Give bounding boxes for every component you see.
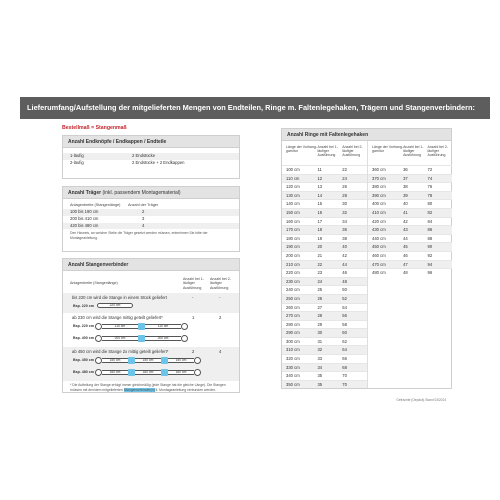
ringe-count-1: 16: [317, 209, 323, 215]
ringe-length: 400 cm: [372, 201, 386, 207]
traeger-box: [62, 186, 240, 252]
table-row: [282, 277, 367, 286]
table-row: [368, 268, 452, 277]
order-size-note: Bestellmaß = Stangenmaß: [62, 125, 127, 131]
ringe-count-2: 82: [427, 209, 433, 215]
ringe-count-1: 14: [317, 192, 323, 198]
ringe-count-1: 44: [403, 235, 408, 241]
ringe-count-2: 80: [427, 201, 433, 207]
stangen-count-2: 2: [219, 315, 222, 320]
ringe-length: 370 cm: [372, 175, 386, 181]
stangen-count-2: 4: [219, 349, 222, 354]
ringe-count-1: 30: [317, 330, 323, 336]
table-row: [282, 174, 367, 183]
rod-segment: [168, 370, 194, 375]
rod-length: 160 cm: [175, 370, 187, 374]
traeger-count: 3: [142, 215, 145, 221]
ringe-length: 300 cm: [286, 338, 300, 344]
ringe-count-2: 76: [427, 184, 433, 190]
ringe-count-1: 46: [403, 252, 408, 258]
column-header: Anlagenbreite (Stangenlänge): [70, 203, 121, 207]
table-row: [282, 208, 367, 217]
table-row: [368, 260, 452, 269]
ringe-count-1: 39: [403, 192, 408, 198]
rod-illustration: [97, 303, 133, 308]
table-row: [368, 234, 452, 243]
ringe-length: 320 cm: [286, 356, 300, 362]
stangen-row-text: bis 220 cm wird die Stange in einem Stück geliefert: [72, 295, 167, 300]
ringe-length: 440 cm: [372, 235, 386, 241]
ringe-count-1: 47: [403, 261, 408, 267]
traeger-header: [63, 199, 239, 209]
ringe-count-1: 35: [317, 381, 323, 387]
ringe-count-2: 52: [342, 295, 347, 301]
table-row: [368, 217, 452, 226]
connector-icon: [128, 357, 135, 364]
column-header: Länge der Vorhang-garnitur: [372, 145, 403, 154]
column-header: Anzahl der Träger: [128, 203, 159, 207]
ringe-count-1: 38: [403, 184, 408, 190]
ringe-count-2: 74: [427, 175, 433, 181]
ringe-count-1: 31: [317, 338, 323, 344]
footer-note: Gefrachte (Gepäck) Stand 03/2024: [396, 398, 446, 402]
ringe-length: 210 cm: [286, 261, 300, 267]
traeger-range: 100 bis 190 cm: [70, 209, 99, 214]
ringe-count-2: 92: [427, 252, 433, 258]
table-row: [282, 217, 367, 226]
ringe-count-1: 19: [317, 235, 323, 241]
end-cap-icon: [95, 335, 102, 342]
endknoepfe-label: 2-läufig: [70, 159, 84, 165]
rod-segment: [168, 358, 194, 363]
ringe-length: 450 cm: [372, 244, 386, 250]
ringe-table: [281, 128, 452, 389]
table-row: [282, 242, 367, 251]
ringe-count-1: 36: [403, 167, 408, 172]
ringe-count-1: 18: [317, 227, 323, 233]
ringe-length: 120 cm: [286, 184, 300, 190]
ringe-length: 140 cm: [286, 201, 300, 207]
connector-icon: [128, 369, 135, 376]
endknoepfe-title: Anzahl Endknöpfe / Endkappen / Endteile: [68, 139, 167, 145]
table-row: [282, 225, 367, 234]
table-row: [282, 328, 367, 337]
rod-segment: [102, 324, 138, 329]
traeger-count: 2: [142, 209, 145, 214]
ringe-length: 470 cm: [372, 261, 386, 267]
stangen-row-text: ab 450 cm wird die Stange 2x mittig geteilt geliefert*: [72, 349, 169, 354]
ringe-title: Anzahl Ringe mit Faltenlegehaken: [282, 129, 451, 141]
end-cap-icon: [95, 369, 102, 376]
ringe-count-1: 48: [403, 270, 408, 276]
table-row: [63, 153, 239, 160]
table-row: [63, 216, 239, 223]
column-header: Anlagenbreite (Stangenlänge): [70, 281, 118, 285]
ringe-count-1: 12: [317, 175, 323, 181]
stangen-count-2: -: [219, 295, 221, 300]
page-title: Lieferumfang/Aufstellung der mitgelieferten Mengen von Endteilen, Ringe m. Faltenlegehaken, Trägern und Stangenverbindern:: [20, 97, 490, 119]
ringe-count-1: 25: [317, 287, 323, 293]
ringe-length: 270 cm: [286, 313, 300, 319]
column-header: Länge der Vorhang-garnitur: [286, 145, 317, 154]
ringe-count-1: 43: [403, 227, 408, 233]
ringe-count-2: 36: [342, 227, 347, 233]
ringe-length: 380 cm: [372, 184, 386, 190]
ringe-count-2: 58: [342, 321, 347, 327]
rod-segment: [145, 336, 181, 341]
connector-icon: [161, 369, 168, 376]
table-row: [63, 223, 239, 230]
ringe-header: [368, 141, 452, 165]
ringe-count-2: 32: [342, 209, 347, 215]
table-row: [368, 182, 452, 191]
ringe-count-2: 28: [342, 192, 347, 198]
rod-length: 160 cm: [142, 370, 154, 374]
rod-segment: [145, 324, 181, 329]
rod-length: 110 cm: [114, 324, 126, 328]
table-row: [63, 313, 239, 347]
rod-segment: [135, 370, 161, 375]
ringe-count-1: 35: [317, 373, 323, 379]
connector-icon: [138, 323, 145, 330]
table-row: [282, 354, 367, 363]
ringe-count-2: 72: [427, 167, 433, 172]
ringe-count-1: 17: [317, 218, 323, 224]
ringe-count-2: 68: [342, 364, 347, 370]
ringe-length: 100 cm: [286, 167, 300, 172]
ringe-length: 330 cm: [286, 364, 300, 370]
ringe-length: 290 cm: [286, 330, 300, 336]
stangen-count-1: 1: [192, 315, 195, 320]
ringe-count-2: 96: [427, 270, 433, 276]
stangen-count-1: 2: [192, 349, 195, 354]
ringe-length: 130 cm: [286, 192, 300, 198]
rod-length: 200 cm: [157, 336, 169, 340]
table-row: [282, 268, 367, 277]
ringe-count-2: 86: [427, 227, 433, 233]
ringe-length: 240 cm: [286, 287, 300, 293]
table-row: [63, 293, 239, 313]
ringe-count-2: 94: [427, 261, 433, 267]
traeger-range: 200 bis 410 cm: [70, 215, 99, 221]
ringe-length: 150 cm: [286, 209, 300, 215]
ringe-length: 230 cm: [286, 278, 300, 284]
ringe-count-1: 21: [317, 252, 323, 258]
ringe-count-2: 84: [427, 218, 433, 224]
column-header: Anzahl bei 2-läufiger Ausführung: [210, 277, 231, 290]
ringe-count-1: 13: [317, 184, 323, 190]
ringe-count-1: 28: [317, 313, 323, 319]
rod-segment: [102, 336, 138, 341]
table-row: [282, 380, 367, 389]
column-header: Anzahl bei 1-läufiger Ausführung: [403, 145, 424, 158]
ringe-count-1: 32: [317, 347, 323, 353]
ringe-count-2: 42: [342, 252, 347, 258]
ringe-length: 110 cm: [286, 175, 300, 181]
ringe-count-1: 11: [317, 167, 322, 172]
traeger-note: Den Hinweis, an welcher Stelle die Träger gesetzt werden müssen, entnehmen Sie bitte der Montageanleitung.: [70, 231, 208, 240]
end-cap-icon: [95, 323, 102, 330]
table-row: [282, 345, 367, 354]
rod-segment: [102, 358, 128, 363]
ringe-length: 480 cm: [372, 270, 386, 276]
ringe-count-1: 26: [317, 295, 323, 301]
table-row: [63, 209, 239, 216]
rod-length: 110 cm: [157, 324, 169, 328]
ringe-count-1: 42: [403, 218, 408, 224]
ringe-count-2: 54: [342, 304, 347, 310]
hint-text: * Die Aufteilung der Stange erfolgt immer gleichmäßig (jede Stange hat die gleiche Länge). Die Stangen müssen mit den/dem mitgelieferten: [70, 383, 226, 392]
ringe-length: 260 cm: [286, 304, 300, 310]
table-row: [282, 165, 367, 174]
table-row: [282, 371, 367, 380]
endknoepfe-box: [62, 135, 240, 179]
ringe-length: 170 cm: [286, 227, 300, 233]
ringe-count-2: 44: [342, 261, 347, 267]
rod-segment: [135, 358, 161, 363]
connector-icon: [161, 357, 168, 364]
ringe-column-left: [282, 141, 367, 388]
ringe-count-2: 56: [342, 313, 347, 319]
example-label: Bsp. 400 cm: [73, 336, 94, 340]
table-row: [282, 191, 367, 200]
table-row: [282, 311, 367, 320]
ringe-count-2: 34: [342, 218, 347, 224]
traeger-title-suffix: (inkl. passendem Montagematerial): [101, 190, 181, 196]
table-row: [368, 199, 452, 208]
ringe-count-1: 27: [317, 304, 323, 310]
table-row: [368, 165, 452, 174]
end-cap-icon: [194, 369, 201, 376]
traeger-title: Anzahl Träger: [68, 190, 102, 196]
rod-length: 160 cm: [109, 370, 121, 374]
ringe-count-2: 60: [342, 330, 347, 336]
ringe-length: 340 cm: [286, 373, 300, 379]
ringe-length: 220 cm: [286, 270, 300, 276]
column-header: Anzahl bei 1-läufiger Ausführung: [317, 145, 338, 158]
ringe-count-2: 48: [342, 278, 347, 284]
ringe-length: 350 cm: [286, 381, 300, 387]
ringe-count-2: 62: [342, 338, 347, 344]
ringe-count-2: 64: [342, 347, 347, 353]
table-row: [368, 251, 452, 260]
endknoepfe-value: 2 Endstücke + 2 Endkappen: [132, 159, 185, 165]
ringe-length: 430 cm: [372, 227, 386, 233]
traeger-count: 4: [142, 222, 145, 228]
ringe-count-2: 90: [427, 244, 433, 250]
table-row: [63, 160, 239, 167]
table-row: [368, 191, 452, 200]
end-cap-icon: [181, 323, 188, 330]
rod-length: 150 cm: [175, 358, 187, 362]
example-label: Bsp. 450 cm: [73, 358, 94, 362]
stangen-box: [62, 258, 240, 393]
table-row: [282, 320, 367, 329]
ringe-length: 460 cm: [372, 252, 386, 258]
ringe-header: [282, 141, 367, 165]
table-row: [368, 225, 452, 234]
stangen-hint: [63, 381, 239, 395]
ringe-count-2: 40: [342, 244, 347, 250]
ringe-count-1: 24: [317, 278, 323, 284]
ringe-length: 310 cm: [286, 347, 300, 353]
ringe-count-2: 38: [342, 235, 347, 241]
ringe-count-1: 45: [403, 244, 408, 250]
ringe-length: 390 cm: [372, 192, 386, 198]
endknoepfe-value: 2 Endstücke: [132, 153, 156, 158]
column-header: Anzahl bei 1-läufiger Ausführung: [183, 277, 204, 290]
rod-length: 150 cm: [142, 358, 154, 362]
ringe-column-right: [367, 141, 452, 388]
table-row: [282, 182, 367, 191]
ringe-count-2: 26: [342, 184, 347, 190]
hint-text-end: lt. Montageanleitung verbunden werden.: [154, 387, 217, 392]
stangen-header: [63, 271, 239, 293]
ringe-length: 200 cm: [286, 252, 300, 258]
ringe-count-1: 37: [403, 175, 408, 181]
end-cap-icon: [181, 335, 188, 342]
end-cap-icon: [194, 357, 201, 364]
table-row: [63, 347, 239, 381]
ringe-count-2: 88: [427, 235, 433, 241]
ringe-count-1: 23: [317, 270, 323, 276]
ringe-length: 280 cm: [286, 321, 300, 327]
ringe-count-1: 33: [317, 356, 323, 362]
ringe-count-1: 40: [403, 201, 408, 207]
table-row: [282, 363, 367, 372]
stangen-row-text: ab 230 cm wird die Stange mittig geteilt geliefert*: [72, 315, 163, 320]
table-row: [282, 199, 367, 208]
example-label: Bsp. 220 cm: [73, 304, 94, 308]
ringe-count-1: 15: [317, 201, 323, 207]
ringe-length: 160 cm: [286, 218, 300, 224]
ringe-count-2: 70: [342, 373, 347, 379]
ringe-length: 180 cm: [286, 235, 300, 241]
stangen-count-1: -: [192, 295, 194, 300]
table-row: [282, 260, 367, 269]
table-row: [282, 337, 367, 346]
table-row: [282, 285, 367, 294]
ringe-length: 420 cm: [372, 218, 386, 224]
ringe-length: 250 cm: [286, 295, 300, 301]
ringe-count-2: 66: [342, 356, 347, 362]
rod-segment: [102, 370, 128, 375]
table-row: [282, 303, 367, 312]
example-label: Bsp. 220 cm: [73, 324, 94, 328]
rod-length: 150 cm: [109, 358, 121, 362]
ringe-count-2: 24: [342, 175, 347, 181]
ringe-count-1: 22: [317, 261, 323, 267]
hint-highlight: Stangenverbinder(n): [123, 387, 155, 392]
column-header: Anzahl bei 2-läufiger Ausführung: [342, 145, 363, 158]
example-label: Bsp. 480 cm: [73, 370, 94, 374]
ringe-length: 360 cm: [372, 167, 386, 172]
ringe-length: 410 cm: [372, 209, 386, 215]
ringe-count-2: 78: [427, 192, 433, 198]
table-row: [282, 294, 367, 303]
ringe-count-2: 30: [342, 201, 347, 207]
endknoepfe-label: 1-läufig: [70, 153, 84, 158]
ringe-length: 190 cm: [286, 244, 300, 250]
connector-icon: [138, 335, 145, 342]
traeger-range: 420 bis 480 cm: [70, 222, 99, 228]
table-row: [368, 242, 452, 251]
table-row: [282, 251, 367, 260]
stangen-title: Anzahl Stangenverbinder: [68, 262, 129, 268]
rod-length: 220 cm: [109, 303, 121, 307]
rod-length: 200 cm: [114, 336, 126, 340]
ringe-count-1: 41: [403, 209, 408, 215]
ringe-count-2: 22: [342, 167, 347, 172]
ringe-count-1: 34: [317, 364, 323, 370]
column-header: Anzahl bei 2-läufiger Ausführung: [427, 145, 448, 158]
table-row: [368, 208, 452, 217]
ringe-count-2: 70: [342, 381, 347, 387]
end-cap-icon: [95, 357, 102, 364]
ringe-count-1: 20: [317, 244, 323, 250]
ringe-count-1: 29: [317, 321, 323, 327]
ringe-count-2: 46: [342, 270, 347, 276]
ringe-count-2: 50: [342, 287, 347, 293]
table-row: [282, 234, 367, 243]
table-row: [368, 174, 452, 183]
